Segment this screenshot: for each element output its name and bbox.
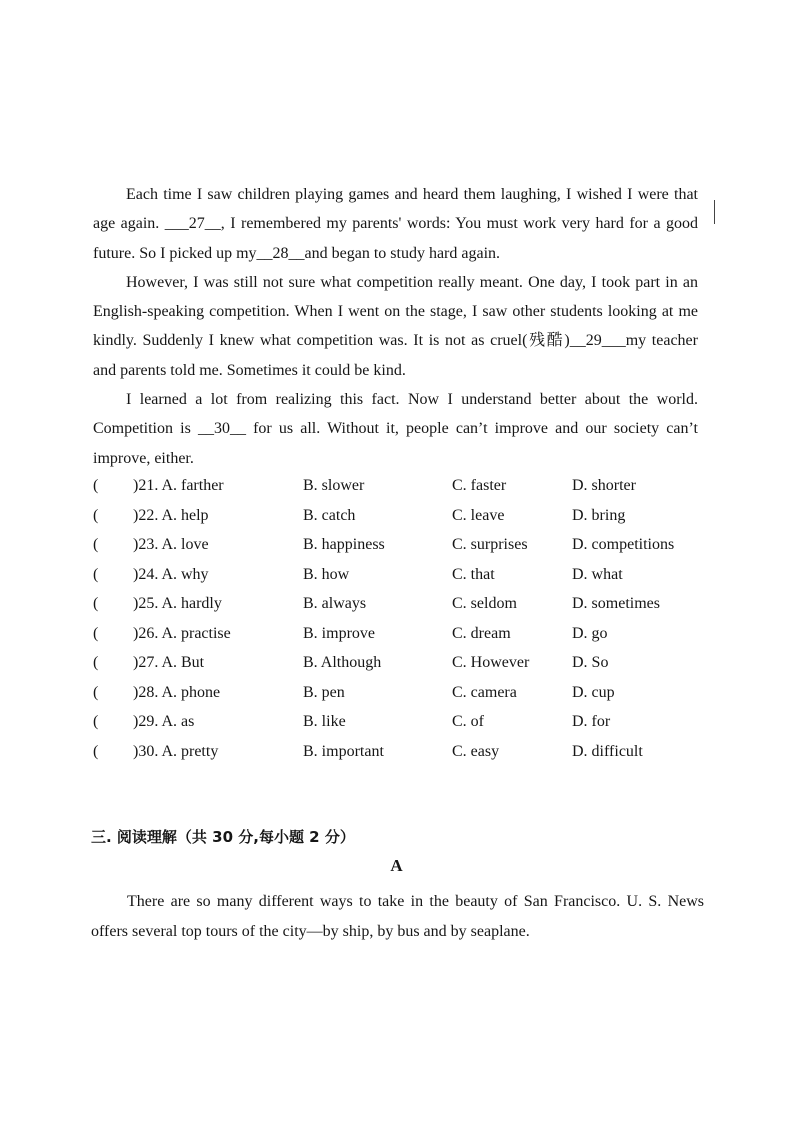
option-d: D. cup xyxy=(572,683,615,701)
question-row xyxy=(93,472,713,502)
passage-paragraph-1: Each time I saw children playing games and heard them laughing, I wished I were that age again. ___27__, I remembered my parents' words: You must work very hard for a good future. So I picked up my__28__and began to study hard again. xyxy=(93,186,698,262)
question-options xyxy=(93,472,713,767)
option-d: D. shorter xyxy=(572,477,636,494)
option-a: )24. A. why xyxy=(133,565,209,583)
option-c: C. surprises xyxy=(452,536,528,553)
option-b: B. improve xyxy=(303,624,375,642)
option-b: B. slower xyxy=(303,477,365,494)
reading-passage xyxy=(91,887,704,947)
option-d: D. what xyxy=(572,565,623,583)
answer-paren: ( xyxy=(93,536,99,553)
option-c: C. However xyxy=(452,654,530,671)
question-row xyxy=(93,620,713,650)
option-b: B. Although xyxy=(303,654,382,671)
option-a: )26. A. practise xyxy=(133,624,231,642)
option-c: C. of xyxy=(452,713,484,730)
answer-paren: ( xyxy=(93,506,99,524)
answer-paren: ( xyxy=(93,565,99,583)
option-a: )27. A. But xyxy=(133,654,205,671)
question-row xyxy=(93,738,713,768)
option-a: )23. A. love xyxy=(133,536,209,553)
section-subtitle: A xyxy=(390,856,403,875)
option-c: C. seldom xyxy=(452,595,517,612)
option-c: C. dream xyxy=(452,624,511,642)
option-a: )28. A. phone xyxy=(133,683,221,701)
question-row xyxy=(93,708,713,738)
option-a: )21. A. farther xyxy=(133,477,224,494)
passage-paragraph-2: However, I was still not sure what competition really meant. One day, I took part in an English-speaking competition. When I went on the stage, I saw other students looking at me kindly. Suddenly I knew what competition was. It is not as cruel(残酷)__29___my teacher and parents told me. Sometimes it could be kind. xyxy=(93,273,698,379)
option-d: D. bring xyxy=(572,506,626,524)
option-c: C. camera xyxy=(452,683,517,701)
option-b: B. pen xyxy=(303,683,345,701)
section-title: 三. 阅读理解（共 30 分,每小题 2 分） xyxy=(91,828,355,846)
option-d: D. competitions xyxy=(572,536,675,553)
answer-paren: ( xyxy=(93,654,99,671)
answer-paren: ( xyxy=(93,683,99,701)
option-a: )29. A. as xyxy=(133,713,195,730)
cloze-passage xyxy=(93,180,698,473)
answer-paren: ( xyxy=(93,624,99,642)
question-row xyxy=(93,531,713,561)
option-b: B. happiness xyxy=(303,536,385,553)
option-c: C. leave xyxy=(452,506,505,524)
option-b: B. always xyxy=(303,595,367,612)
answer-paren: ( xyxy=(93,477,99,494)
answer-paren: ( xyxy=(93,742,99,760)
answer-paren: ( xyxy=(93,713,99,730)
option-c: C. easy xyxy=(452,742,500,760)
option-b: B. catch xyxy=(303,506,356,524)
answer-paren: ( xyxy=(93,595,99,612)
option-d: D. So xyxy=(572,654,609,671)
option-b: B. how xyxy=(303,565,350,583)
question-row xyxy=(93,502,713,532)
option-d: D. go xyxy=(572,624,608,642)
question-row xyxy=(93,649,713,679)
option-a: )22. A. help xyxy=(133,506,209,524)
option-a: )30. A. pretty xyxy=(133,742,219,760)
option-b: B. like xyxy=(303,713,346,730)
option-b: B. important xyxy=(303,742,384,760)
option-d: D. for xyxy=(572,713,611,730)
question-row xyxy=(93,679,713,709)
option-c: C. faster xyxy=(452,477,507,494)
option-a: )25. A. hardly xyxy=(133,595,222,612)
question-row xyxy=(93,590,713,620)
passage-paragraph-3: I learned a lot from realizing this fact. Now I understand better about the world. Competition is __30__ for us all. Without it, people can’t improve and our society can’t improve, either. xyxy=(93,391,698,467)
option-d: D. sometimes xyxy=(572,595,660,612)
question-row xyxy=(93,561,713,591)
option-c: C. that xyxy=(452,565,495,583)
scan-edge-mark xyxy=(714,200,715,224)
option-d: D. difficult xyxy=(572,742,643,760)
reading-paragraph-1: There are so many different ways to take in the beauty of San Francisco. U. S. News offers several top tours of the city—by ship, by bus and by seaplane. xyxy=(91,893,704,940)
